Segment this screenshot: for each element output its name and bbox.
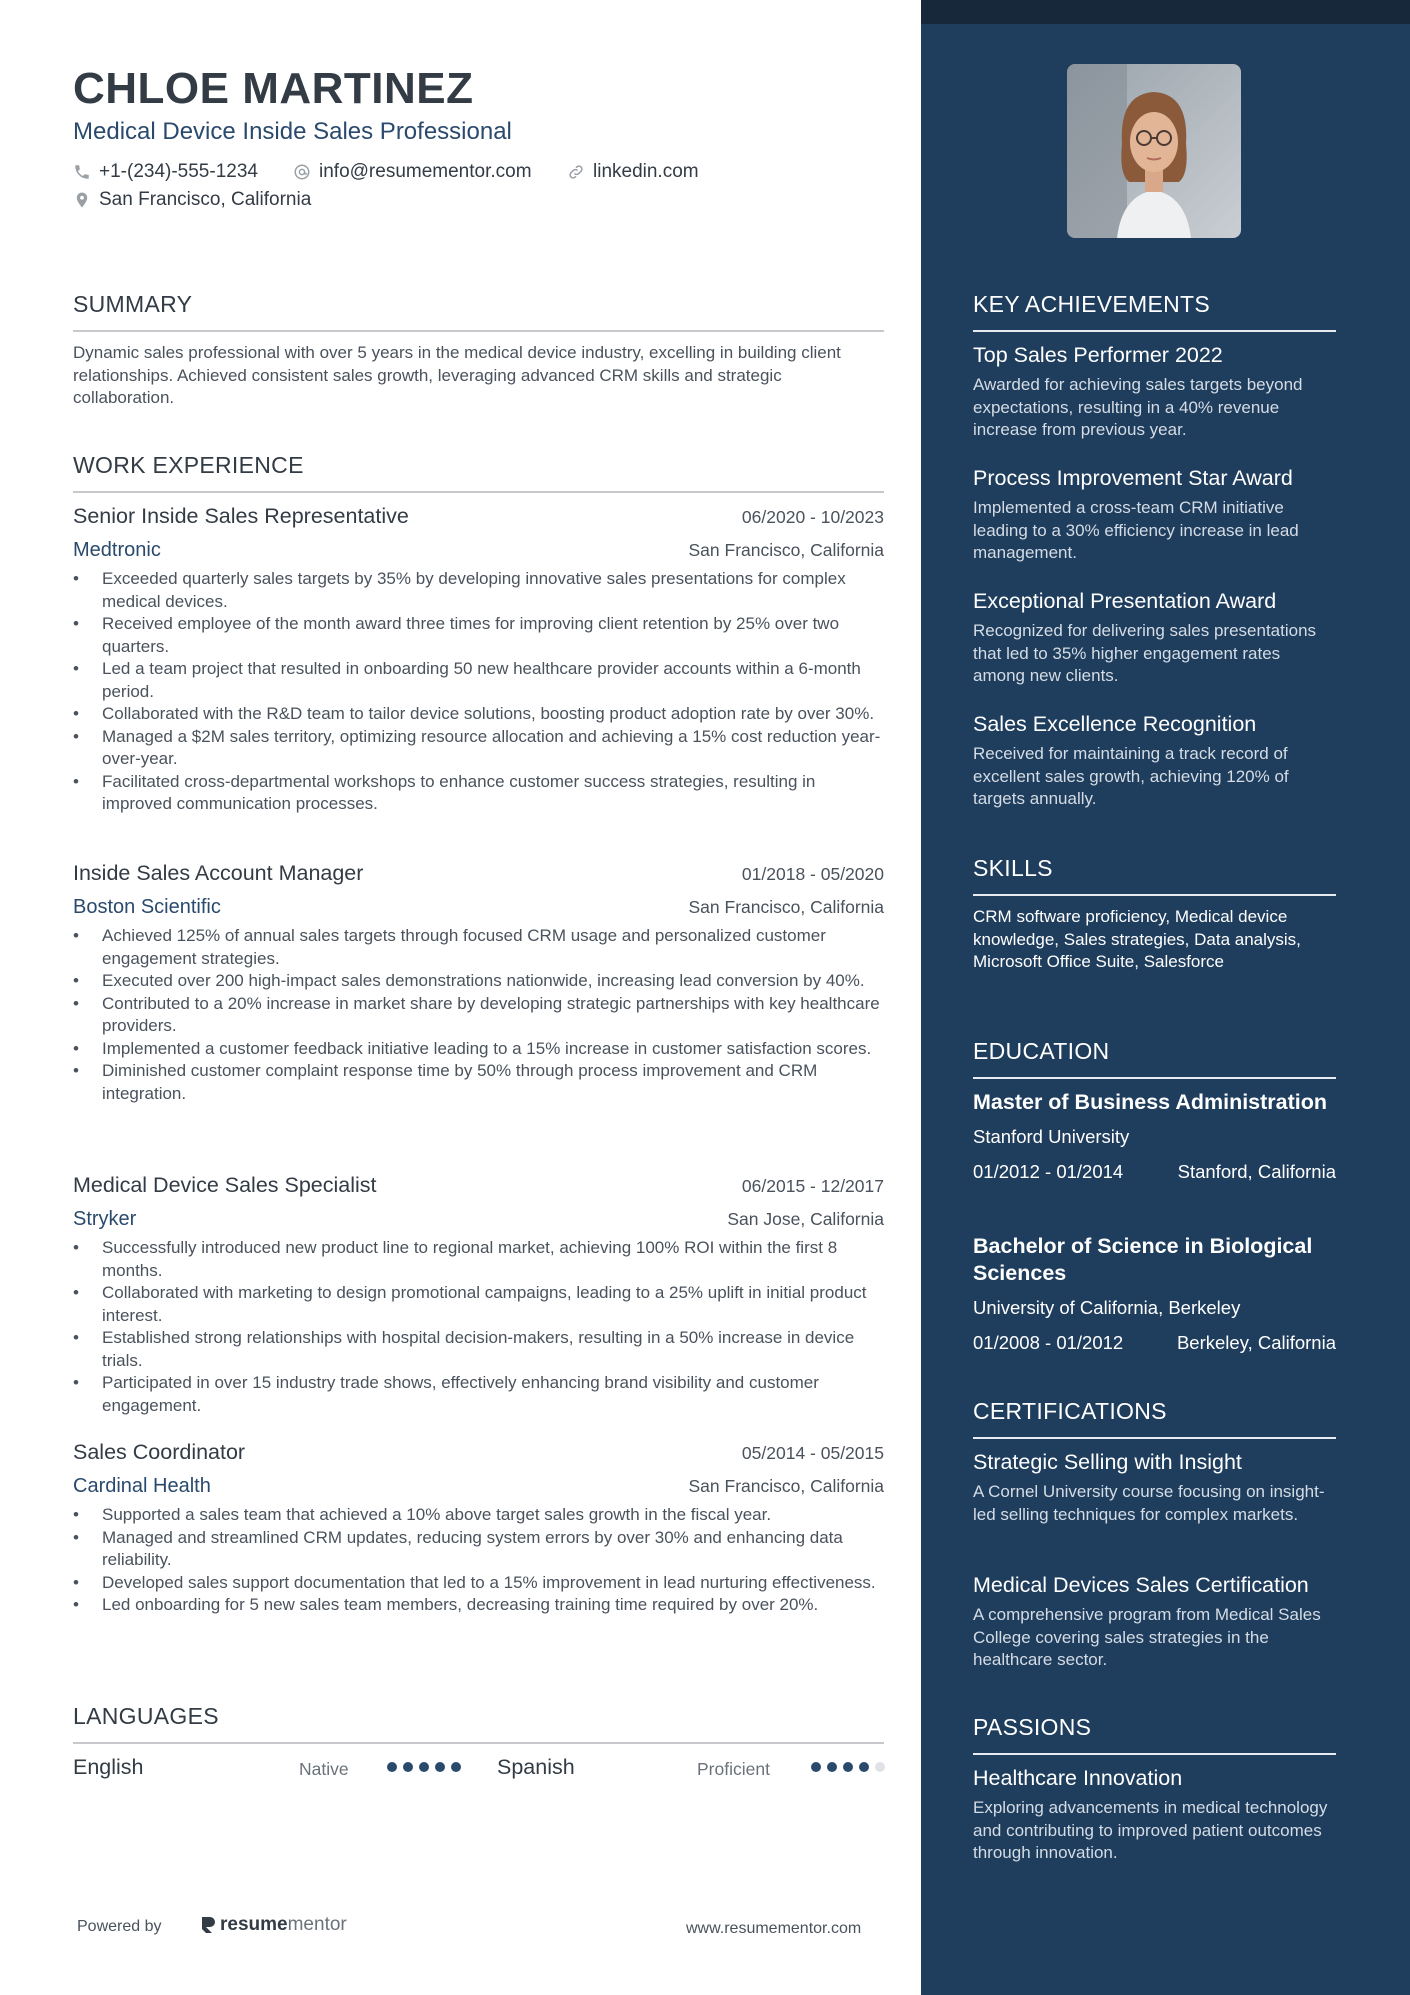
contact-email[interactable]: [293, 160, 532, 184]
job-location: San Francisco, California: [688, 897, 884, 917]
achievements-heading: KEY ACHIEVEMENTS: [973, 290, 1336, 332]
passion-item: [973, 1763, 1336, 1865]
logo-text-light: mentor: [287, 1914, 347, 1935]
location-text: San Francisco, California: [99, 189, 312, 210]
job-bullet: • Supported a sales team that achieved a 10% above target sales growth in the fiscal year.: [102, 1504, 884, 1527]
job-entry: [73, 1437, 884, 1617]
achievement-item: [973, 340, 1336, 442]
achievement-title: Exceptional Presentation Award: [973, 589, 1277, 613]
achievement-title: Process Improvement Star Award: [973, 466, 1293, 490]
languages-heading: LANGUAGES: [73, 1702, 884, 1744]
job-company: Cardinal Health: [73, 1475, 211, 1497]
achievement-item: [973, 463, 1336, 565]
job-bullet: • Facilitated cross-departmental workshops to enhance customer success strategies, resulting in improved communication processes.: [102, 771, 884, 816]
job-role: Medical Device Sales Specialist: [73, 1173, 377, 1197]
portrait-image: [1067, 64, 1241, 238]
job-entry: [73, 1170, 884, 1417]
certification-title: Strategic Selling with Insight: [973, 1450, 1242, 1474]
job-dates: 06/2015 - 12/2017: [741, 1176, 884, 1196]
job-bullet: • Developed sales support documentation that led to a 15% improvement in lead nurturing effectiveness.: [102, 1572, 884, 1595]
rating-dot: [387, 1762, 397, 1772]
candidate-title: Medical Device Inside Sales Professional: [73, 118, 512, 145]
rating-dot: [419, 1762, 429, 1772]
certifications-heading: CERTIFICATIONS: [973, 1397, 1336, 1439]
rating-dot: [843, 1762, 853, 1772]
job-dates: 06/2020 - 10/2023: [741, 507, 884, 527]
education-dates: 01/2008 - 01/2012: [973, 1332, 1124, 1353]
profile-photo: [1067, 64, 1241, 238]
education-location: Berkeley, California: [1176, 1332, 1336, 1353]
job-role: Sales Coordinator: [73, 1440, 246, 1464]
language-level: Proficient: [697, 1759, 770, 1779]
rating-dot: [875, 1762, 885, 1772]
education-item: [973, 1233, 1336, 1355]
job-bullet: • Collaborated with the R&D team to tailor device solutions, boosting product adoption rate by over 30%.: [102, 703, 884, 726]
job-bullet: • Managed a $2M sales territory, optimizing resource allocation and achieving a 15% cost reduction year-over-year.: [102, 726, 884, 771]
job-bullet: • Participated in over 15 industry trade shows, effectively enhancing brand visibility and customer engagement.: [102, 1372, 884, 1417]
job-bullets: [73, 1237, 884, 1417]
job-bullet: • Successfully introduced new product line to regional market, achieving 100% ROI within the first 8 months.: [102, 1237, 884, 1282]
achievement-title: Top Sales Performer 2022: [973, 343, 1223, 367]
education-location: Stanford, California: [1177, 1161, 1336, 1182]
summary-heading: SUMMARY: [73, 290, 884, 332]
experience-heading: WORK EXPERIENCE: [73, 451, 884, 493]
language-name: English: [73, 1755, 144, 1779]
rating-dot: [827, 1762, 837, 1772]
location-pin-icon: [73, 191, 91, 209]
at-icon: [293, 163, 311, 181]
candidate-name: CHLOE MARTINEZ: [73, 64, 474, 113]
job-bullet: • Exceeded quarterly sales targets by 35% by developing innovative sales presentations for complex medical devices.: [102, 568, 884, 613]
passion-desc: Exploring advancements in medical technology and contributing to improved patient outcomes through innovation.: [973, 1798, 1328, 1862]
certification-desc: A Cornel University course focusing on insight-led selling techniques for complex markets.: [973, 1482, 1325, 1524]
passion-title: Healthcare Innovation: [973, 1766, 1183, 1790]
education-school: University of California, Berkeley: [973, 1297, 1241, 1318]
phone-text: +1-(234)-555-1234: [99, 161, 258, 182]
sidebar-top-bar: [921, 0, 1410, 24]
job-bullet: • Managed and streamlined CRM updates, reducing system errors by over 30% and enhancing data reliability.: [102, 1527, 884, 1572]
education-school: Stanford University: [973, 1126, 1130, 1147]
email-text: info@resumementor.com: [319, 161, 532, 182]
certification-item: [973, 1447, 1336, 1526]
contact-location: [73, 188, 311, 212]
job-company: Boston Scientific: [73, 896, 221, 918]
education-item: [973, 1089, 1336, 1184]
job-bullet: • Led onboarding for 5 new sales team members, decreasing training time required by over 20%.: [102, 1594, 884, 1617]
resumementor-logo[interactable]: [200, 1914, 347, 1936]
job-location: San Francisco, California: [688, 540, 884, 560]
achievement-item: [973, 586, 1336, 688]
job-bullets: [73, 1504, 884, 1617]
achievement-desc: Implemented a cross-team CRM initiative leading to a 30% efficiency increase in lead management.: [973, 498, 1299, 562]
skills-heading: SKILLS: [973, 854, 1336, 896]
education-degree: Bachelor of Science in Biological Sciences: [973, 1234, 1313, 1285]
achievement-desc: Received for maintaining a track record of excellent sales growth, achieving 120% of targets annually.: [973, 744, 1289, 808]
language-level: Native: [299, 1759, 349, 1779]
rating-dot: [811, 1762, 821, 1772]
skills-text: CRM software proficiency, Medical device knowledge, Sales strategies, Data analysis, Microsoft Office Suite, Salesforce: [973, 907, 1301, 971]
phone-icon: [73, 163, 91, 181]
rating-dot: [435, 1762, 445, 1772]
job-entry: [73, 858, 884, 1105]
job-bullet: • Executed over 200 high-impact sales demonstrations nationwide, increasing lead conversion by 40%.: [102, 970, 884, 993]
job-bullet: • Received employee of the month award three times for improving client retention by 25% over two quarters.: [102, 613, 884, 658]
certification-desc: A comprehensive program from Medical Sales College covering sales strategies in the healthcare sector.: [973, 1605, 1321, 1669]
achievement-desc: Awarded for achieving sales targets beyond expectations, resulting in a 40% revenue increase from previous year.: [973, 375, 1303, 439]
job-bullet: • Achieved 125% of annual sales targets through focused CRM usage and personalized customer engagement strategies.: [102, 925, 884, 970]
linkedin-text: linkedin.com: [593, 161, 699, 182]
job-dates: 05/2014 - 05/2015: [741, 1443, 884, 1463]
job-bullet: • Diminished customer complaint response time by 50% through process improvement and CRM integration.: [102, 1060, 884, 1105]
job-bullets: [73, 568, 884, 816]
job-company: Medtronic: [73, 539, 161, 561]
education-dates: 01/2012 - 01/2014: [973, 1161, 1124, 1182]
contact-phone[interactable]: [73, 160, 258, 184]
job-role: Inside Sales Account Manager: [73, 861, 364, 885]
achievement-title: Sales Excellence Recognition: [973, 712, 1257, 736]
job-bullets: [73, 925, 884, 1105]
job-role: Senior Inside Sales Representative: [73, 504, 409, 528]
language-rating: [811, 1762, 885, 1772]
certification-item: [973, 1570, 1336, 1672]
job-bullet: • Contributed to a 20% increase in market share by developing strategic partnerships with key healthcare providers.: [102, 993, 884, 1038]
logo-mark-icon: [200, 1915, 216, 1935]
powered-by-label: Powered by: [77, 1918, 162, 1935]
job-dates: 01/2018 - 05/2020: [741, 864, 884, 884]
logo-text-bold: resume: [220, 1914, 288, 1935]
rating-dot: [451, 1762, 461, 1772]
job-company: Stryker: [73, 1208, 137, 1230]
job-bullet: • Led a team project that resulted in onboarding 50 new healthcare provider accounts within a 6-month period.: [102, 658, 884, 703]
job-location: San Jose, California: [727, 1209, 884, 1229]
job-bullet: • Implemented a customer feedback initiative leading to a 15% increase in customer satisfaction scores.: [102, 1038, 884, 1061]
link-icon: [567, 163, 585, 181]
achievement-desc: Recognized for delivering sales presentations that led to 35% higher engagement rates among new clients.: [973, 621, 1317, 685]
education-degree: Master of Business Administration: [973, 1090, 1328, 1114]
passions-heading: PASSIONS: [973, 1713, 1336, 1755]
summary-text: Dynamic sales professional with over 5 years in the medical device industry, excelling in building client relationships. Achieved consistent sales growth, leveraging advanced CRM skills and strategic collaboration.: [73, 343, 841, 407]
language-rating: [387, 1762, 461, 1772]
job-entry: [73, 501, 884, 816]
footer-url[interactable]: www.resumementor.com: [686, 1920, 862, 1937]
language-name: Spanish: [497, 1755, 575, 1779]
achievement-item: [973, 709, 1336, 811]
rating-dot: [859, 1762, 869, 1772]
certification-title: Medical Devices Sales Certification: [973, 1573, 1309, 1597]
job-bullet: • Collaborated with marketing to design promotional campaigns, leading to a 25% uplift in initial product interest.: [102, 1282, 884, 1327]
education-heading: EDUCATION: [973, 1037, 1336, 1079]
job-bullet: • Established strong relationships with hospital decision-makers, resulting in a 50% increase in device trials.: [102, 1327, 884, 1372]
contact-linkedin[interactable]: [567, 160, 699, 184]
job-location: San Francisco, California: [688, 1476, 884, 1496]
rating-dot: [403, 1762, 413, 1772]
